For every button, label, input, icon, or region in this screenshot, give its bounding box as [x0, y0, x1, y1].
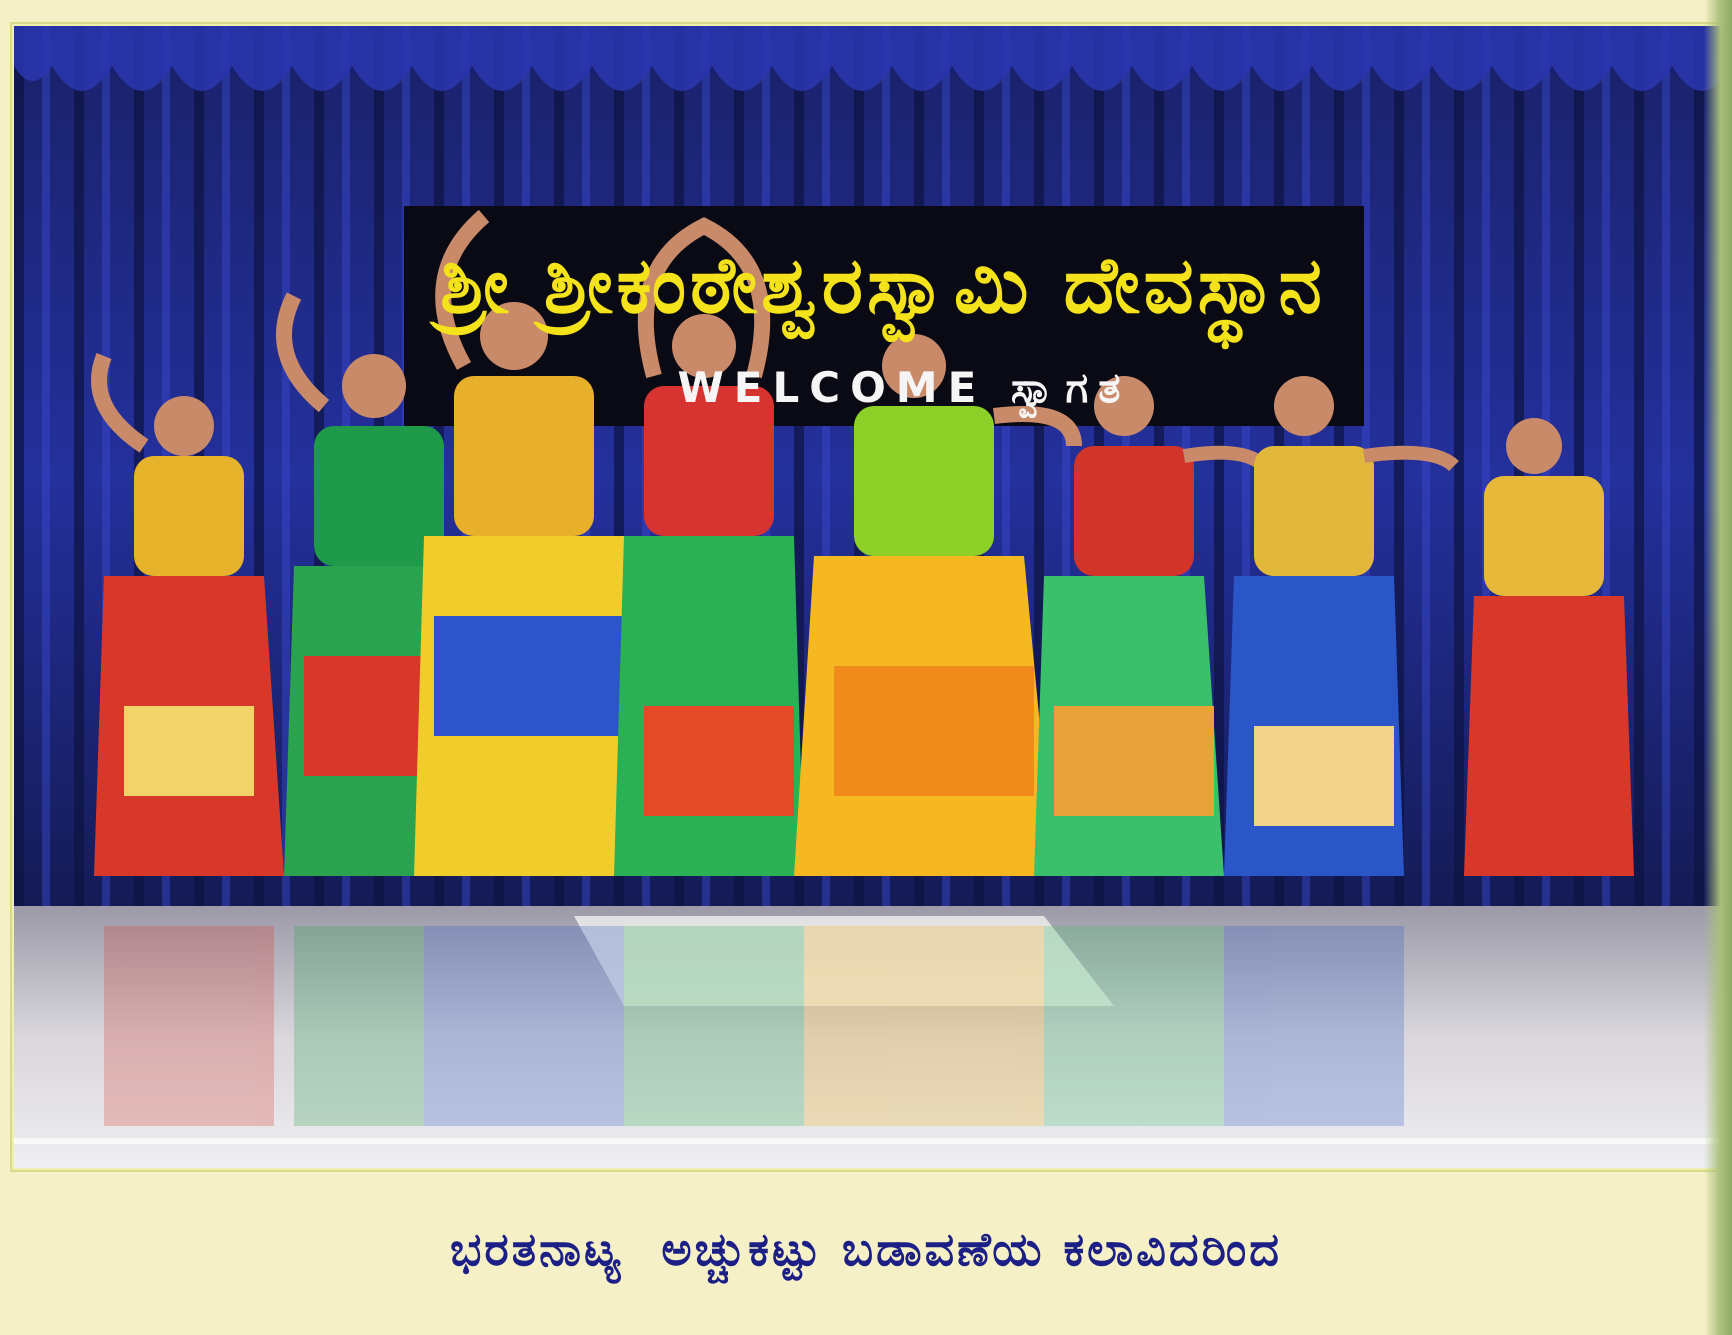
- floor-reflection: [104, 926, 1404, 1126]
- banner-title: ಶ್ರೀ ಶ್ರೀಕಂಠೇಶ್ವರಸ್ವಾಮಿ ದೇವಸ್ಥಾನ: [440, 240, 1326, 331]
- photo-caption: ಭರತನಾಟ್ಯ ಅಚ್ಚುಕಟ್ಟು ಬಡಾವಣೆಯ ಕಲಾವಿದರಿಂದ: [450, 1222, 1282, 1276]
- stage-scene: [14, 26, 1732, 1168]
- curtain-valance: [14, 26, 1732, 91]
- page-edge: [1704, 0, 1732, 1335]
- dance-photo: [14, 26, 1732, 1168]
- banner-welcome: WELCOME ಸ್ವಾಗತ: [677, 363, 1131, 412]
